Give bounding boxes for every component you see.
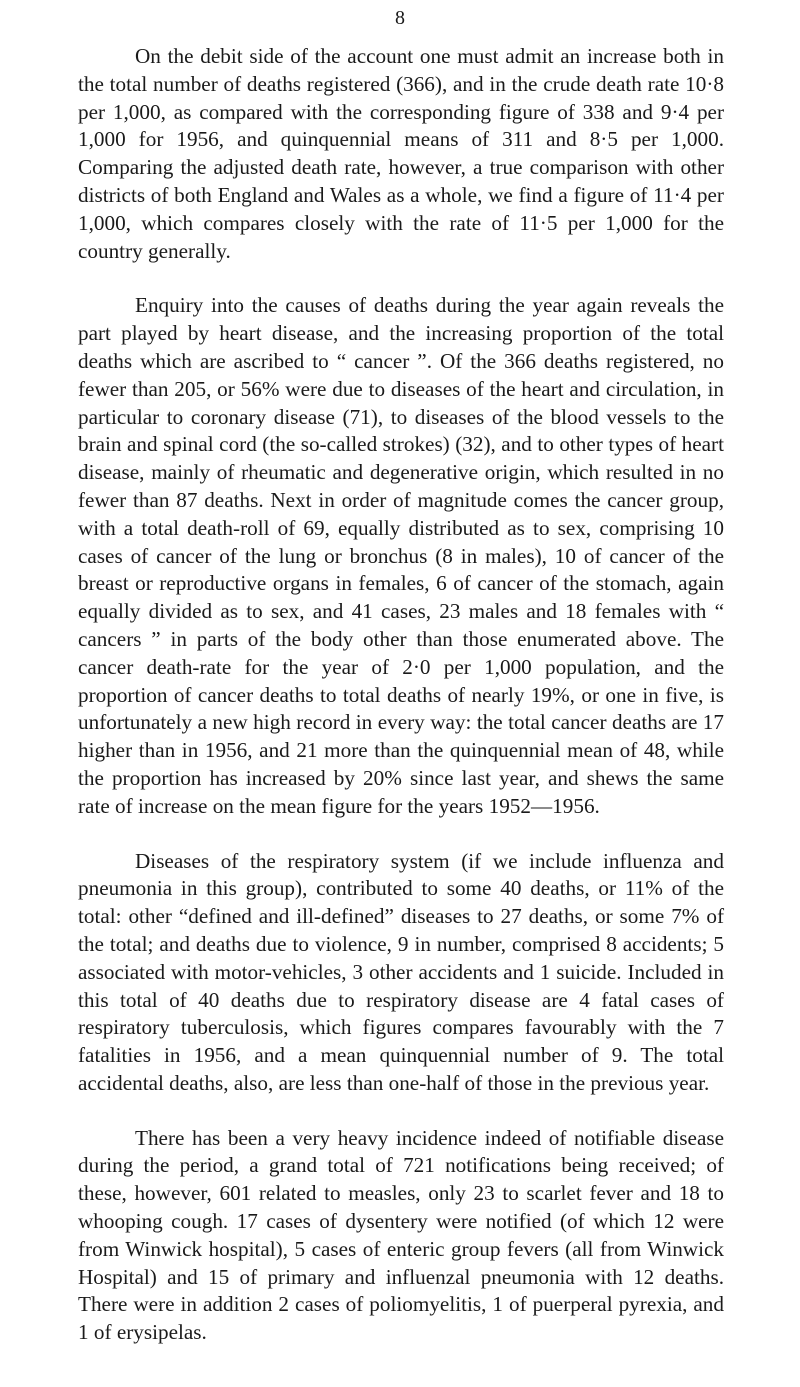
paragraph-notifiable-disease: There has been a very heavy incidence indeed of notifiable disease during the period, a grand total of 721 notifications being received; of these, however, 601 related to measles, only 23 to scarlet fever and 18 to whooping cough. 17 cases of dysentery were notified (of which 12 were from Winwick hospital), 5 cases of enteric group fevers (all from Winwick Hospital) and 15 of primary and influenzal pneumonia with 12 deaths. There were in addition 2 cases of poliomyelitis, 1 of puerperal pyrexia, and 1 of erysipelas. (78, 1125, 724, 1345)
paragraph-causes-of-death: Enquiry into the causes of deaths during the year again reveals the part played by heart disease, and the increasing proportion of the total deaths which are ascribed to “ cancer ”. Of the 366 deaths registered, no fewer than 205, or 56% were due to diseases of the heart and circulation, in particular to coronary disease (71), to diseases of the blood vessels to the brain and spinal cord (the so-called strokes) (32), and to other types of heart disease, mainly of rheumatic and degenerative origin, which resulted in no fewer than 87 deaths. Next in order of magnitude comes the cancer group, with a total death-roll of 69, equally distributed as to sex, comprising 10 cases of cancer of the lung or bronchus (8 in males), 10 of cancer of the breast or reproductive organs in females, 6 of cancer of the stomach, again equally divided as to sex, and 41 cases, 23 males and 18 females with “ cancers ” in parts of the body other than those enumerated above. The cancer death-rate for the year of 2·0 per 1,000 population, and the proportion of cancer deaths to total deaths of nearly 19%, or one in five, is unfortunately a new high record in every way: the total cancer deaths are 17 higher than in 1956, and 21 more than the quinquennial mean of 48, while the proportion has increased by 20% since last year, and shews the same rate of increase on the mean figure for the years 1952—1956. (78, 293, 724, 818)
paragraph-death-rate: On the debit side of the account one must admit an increase both in the total number of deaths registered (366), and in the crude death rate 10·8 per 1,000, as compared with the corresponding figure of 338 and 9·4 per 1,000 for 1956, and quinquennial means of 311 and 8·5 per 1,000. Comparing the adjusted death rate, however, a true comparison with other districts of both England and Wales as a whole, we find a figure of 11·4 per 1,000, which compares closely with the rate of 11·5 per 1,000 for the country generally. (78, 44, 724, 263)
page-number: 8 (395, 7, 405, 29)
report-body (78, 43, 724, 1347)
paragraph-respiratory-diseases: Diseases of the respiratory system (if we include influenza and pneumonia in this group), contributed to some 40 deaths, or 11% of the total: other “defined and ill-defined” diseases to 27 deaths, or some 7% of the total; and deaths due to violence, 9 in number, comprised 8 accidents; 5 associated with motor-vehicles, 3 other accidents and 1 suicide. Included in this total of 40 deaths due to respiratory disease are 4 fatal cases of respiratory tuberculosis, which figures compares favourably with the 7 fatalities in 1956, and a mean quinquennial number of 9. The total accidental deaths, also, are less than one-half of those in the previous year. (78, 848, 724, 1095)
